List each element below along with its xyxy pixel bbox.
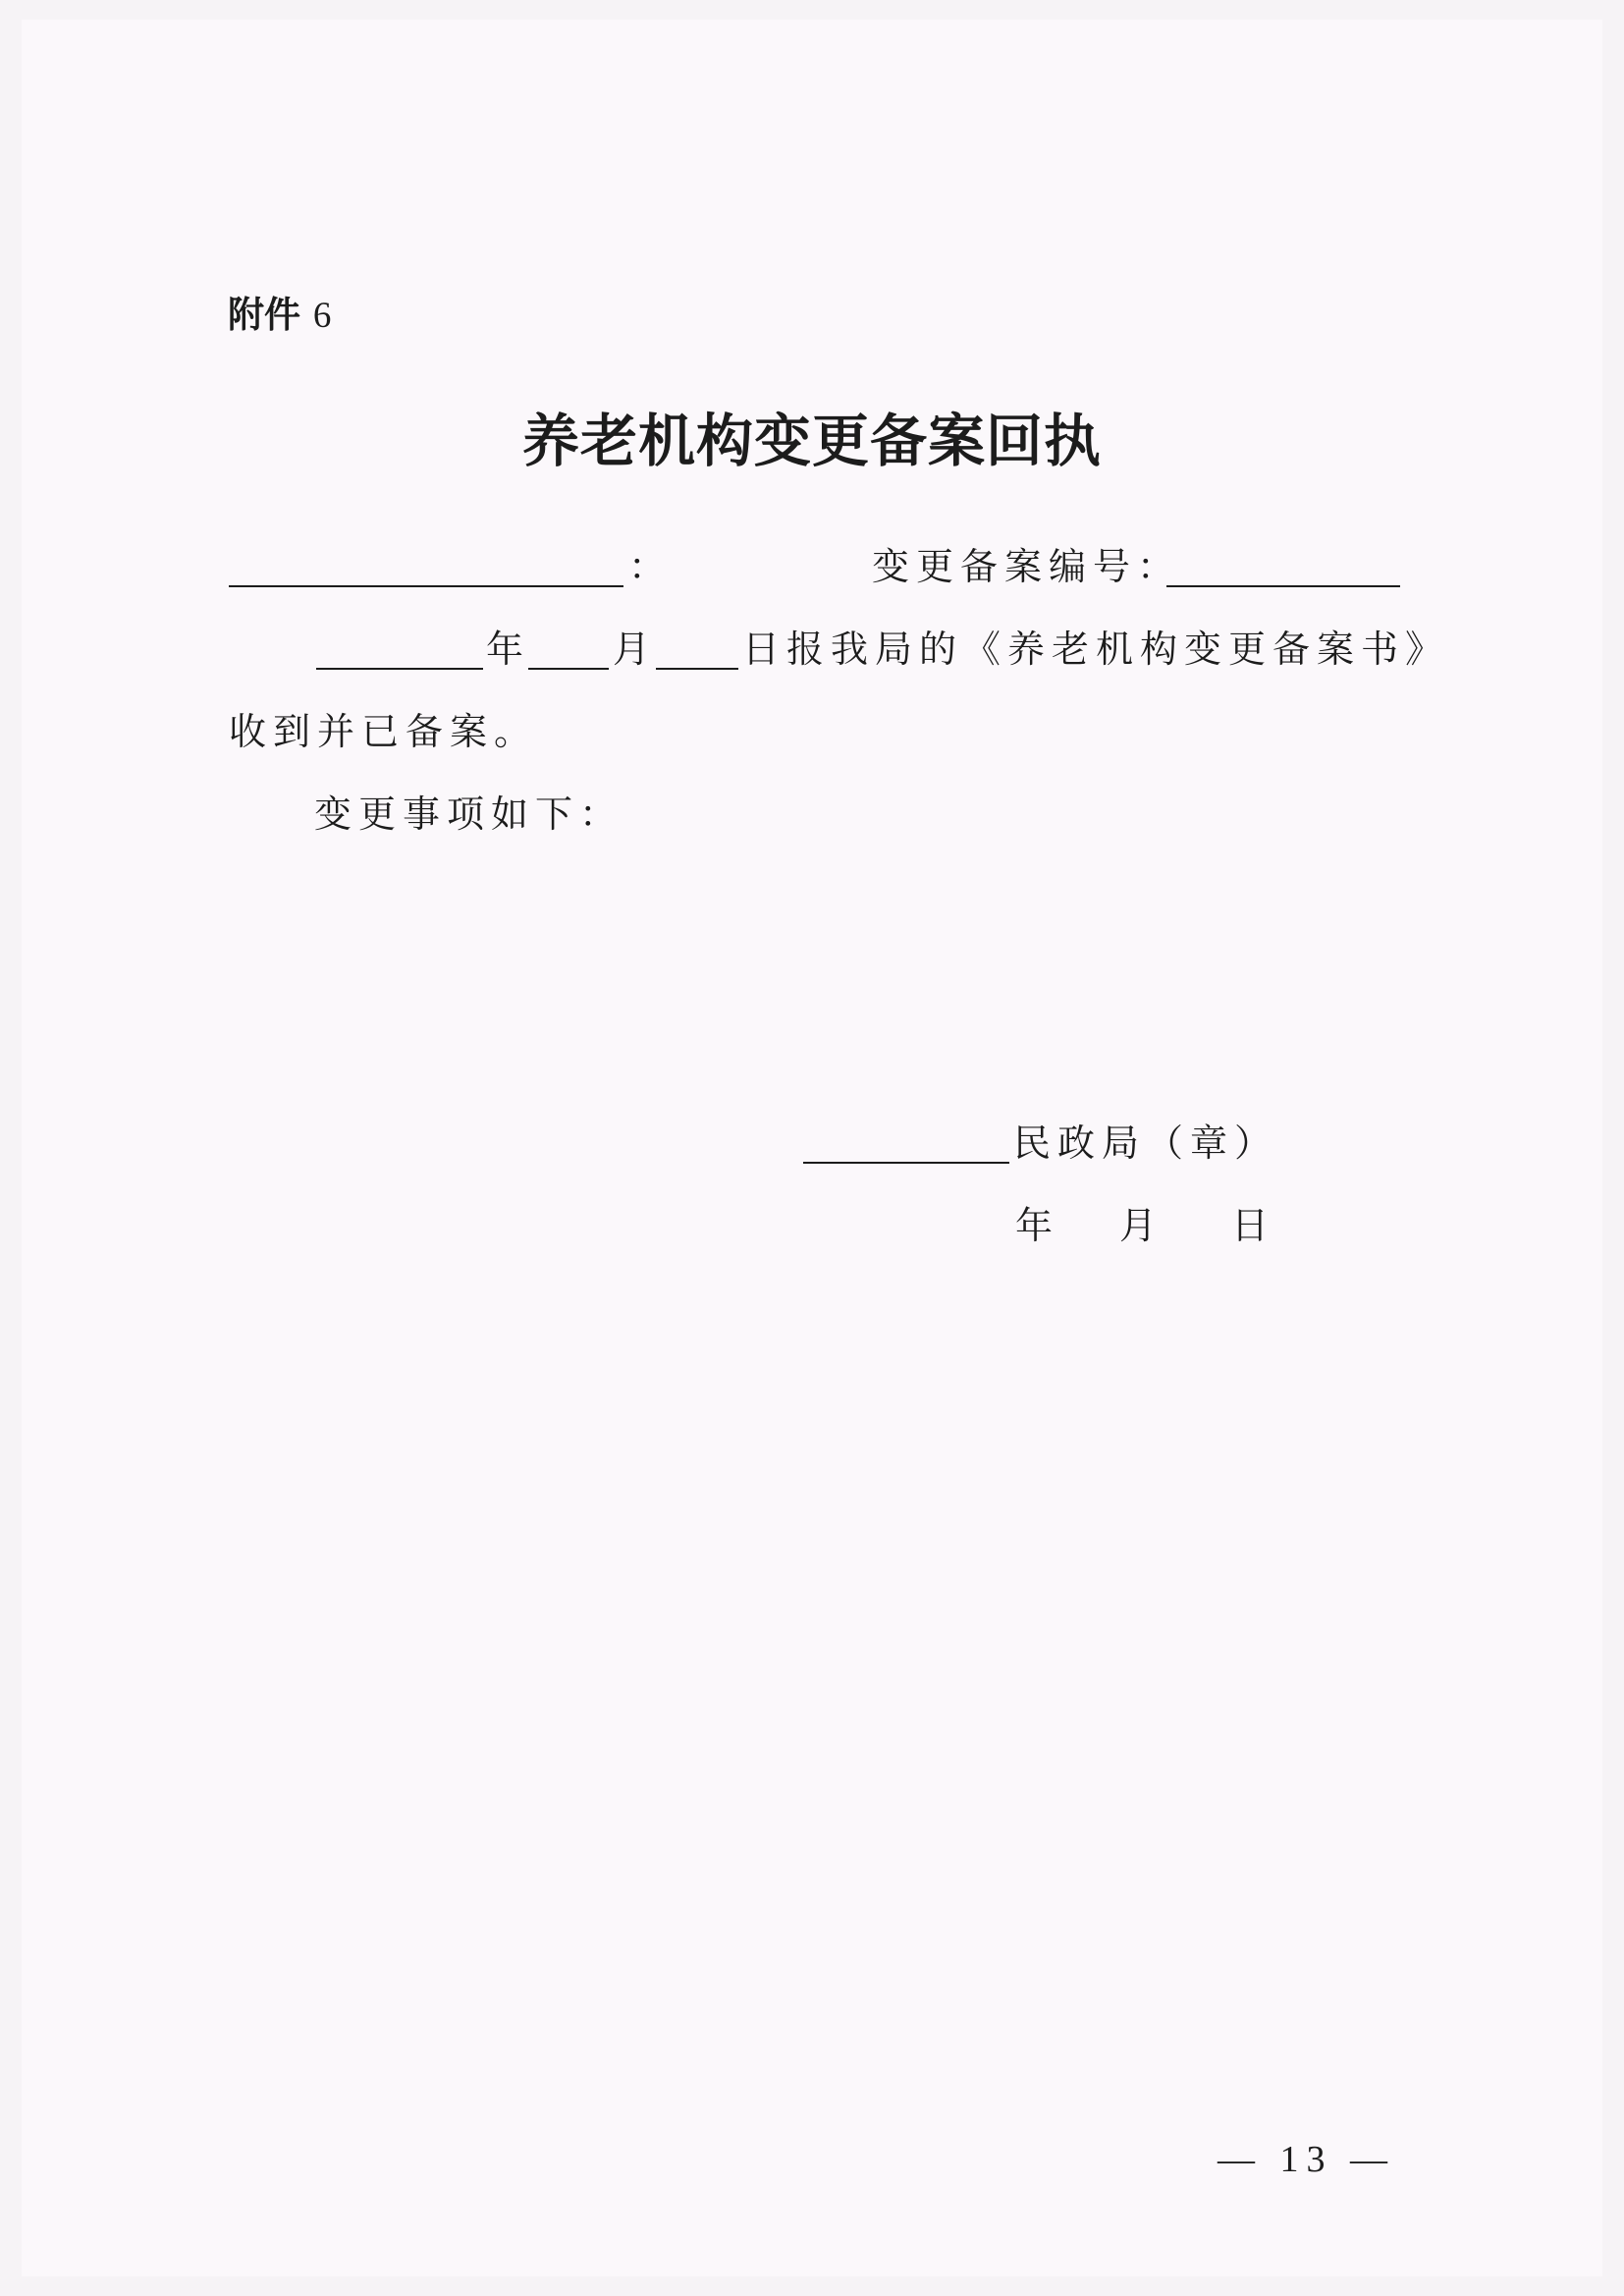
attachment-label (228, 294, 332, 336)
attachment-label-text: 附件 (228, 294, 300, 336)
signature-year: 年 (1015, 1204, 1060, 1247)
civil-affairs-bureau-seal: 民政局（章） (1013, 1121, 1279, 1165)
page-number: — 13 — (1218, 2139, 1395, 2180)
signature-month: 月 (1119, 1204, 1164, 1247)
record-number-blank (1166, 585, 1400, 587)
recipient-blank (229, 585, 623, 587)
change-items-heading: 变更事项如下： (314, 793, 624, 836)
filing-day-blank (656, 668, 738, 670)
filing-year-blank (316, 668, 483, 670)
received-statement: 收到并已备案。 (229, 710, 539, 753)
filing-day-text: 日报我局的《养老机构变更备案书》 (742, 628, 1450, 671)
filing-month-label: 月 (613, 628, 658, 671)
attachment-number: 6 (312, 296, 332, 336)
document-title: 养老机构变更备案回执 (521, 408, 1102, 474)
document-page (22, 20, 1602, 2276)
filing-month-blank (528, 668, 609, 670)
record-number-label: 变更备案编号： (872, 545, 1182, 588)
civil-affairs-bureau-blank (803, 1162, 1009, 1164)
signature-day: 日 (1231, 1204, 1276, 1247)
filing-year-label: 年 (486, 628, 531, 671)
recipient-colon: ： (628, 545, 674, 588)
